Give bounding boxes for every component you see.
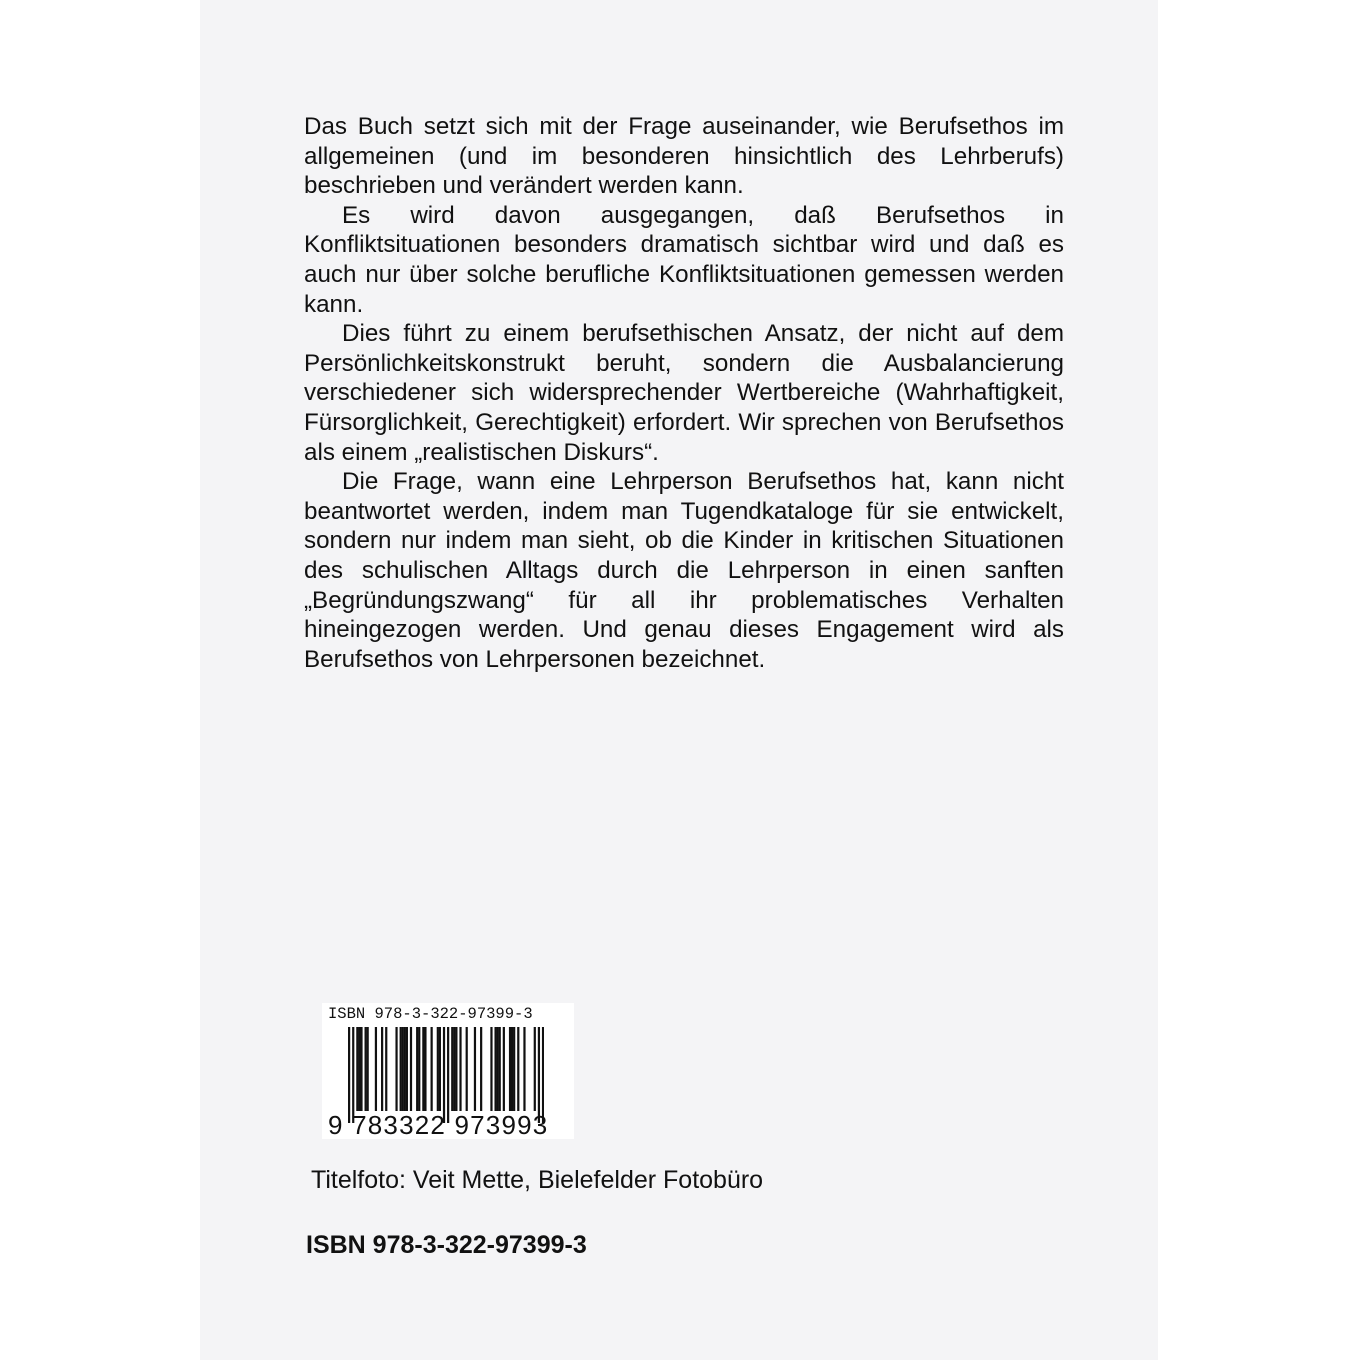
barcode-bar	[365, 1027, 367, 1111]
barcode-bar	[422, 1027, 424, 1111]
barcode-bar	[352, 1027, 354, 1123]
barcode-bar	[358, 1027, 360, 1111]
blurb-paragraph-1: Das Buch setzt sich mit der Frage auseinander, wie Berufsethos im allgemeinen (und im besonderen hinsichtlich des Lehrberufs) beschrieben und verändert werden kann.	[304, 113, 1064, 200]
barcode-bar	[542, 1027, 544, 1123]
blurb-paragraph-3: Dies führt zu einem berufsethischen Ansatz, der nicht auf dem Persönlichkeitskonstrukt beruht, sondern die Ausbalancierung verschiedener sich widersprechender Wertbereiche (Wahrhaftigkeit, Fürsorglichkeit, Gerechtigkeit) erfordert. Wir sprechen von Berufsethos als einem „realistischen Diskurs“.	[304, 320, 1064, 466]
barcode-bar	[459, 1027, 461, 1111]
blurb-text	[304, 112, 1064, 674]
barcode-bar	[431, 1027, 433, 1111]
barcode-bar	[494, 1027, 496, 1111]
barcode-bar	[451, 1027, 453, 1111]
barcode-bar	[424, 1027, 426, 1111]
barcode-bar	[538, 1027, 540, 1123]
barcode-bar	[385, 1027, 387, 1111]
barcode-bar	[400, 1027, 402, 1111]
barcode-bar	[439, 1027, 441, 1111]
barcode-bar	[356, 1027, 358, 1111]
barcode-digits: 9 783322 973993	[328, 1110, 549, 1140]
barcode-bar	[418, 1027, 420, 1111]
barcode-bar	[410, 1027, 412, 1111]
barcode-bar	[453, 1027, 455, 1111]
barcode-bar	[455, 1027, 457, 1111]
barcode-bar	[509, 1027, 511, 1111]
barcode-bar	[447, 1027, 449, 1123]
barcode-bar	[406, 1027, 408, 1111]
barcode-bar	[404, 1027, 406, 1111]
barcode-bar	[497, 1027, 499, 1111]
barcode-bar	[480, 1027, 482, 1111]
barcode-bar	[416, 1027, 418, 1111]
barcode-bar	[466, 1027, 468, 1111]
barcode-isbn-text: ISBN 978-3-322-97399-3	[328, 1005, 533, 1023]
barcode-bar	[523, 1027, 525, 1111]
barcode-bar	[437, 1027, 439, 1111]
blurb-paragraph-2: Es wird davon ausgegangen, daß Berufsethos in Konfliktsituationen besonders dramatisch sichtbar wird und daß es auch nur über solche berufliche Konfliktsituationen gemessen werden kann.	[304, 201, 1064, 318]
photo-credit: Titelfoto: Veit Mette, Bielefelder Fotobüro	[311, 1166, 764, 1194]
barcode-bar	[474, 1027, 476, 1111]
barcode-bar	[503, 1027, 505, 1111]
barcode-bar	[402, 1027, 404, 1111]
barcode-bar	[513, 1027, 515, 1111]
isbn-number: ISBN 978-3-322-97399-3	[306, 1231, 587, 1259]
barcode-bar	[511, 1027, 513, 1111]
barcode-bars	[348, 1027, 544, 1123]
barcode-bar	[360, 1027, 362, 1111]
barcode-bar	[499, 1027, 501, 1111]
barcode-bar	[443, 1027, 445, 1123]
isbn-barcode	[322, 1003, 574, 1139]
barcode-bar	[367, 1027, 369, 1111]
barcode-bar	[395, 1027, 397, 1111]
barcode-bar	[490, 1027, 492, 1111]
barcode-bar	[348, 1027, 350, 1123]
barcode-bar	[381, 1027, 383, 1111]
barcode-bar	[534, 1027, 536, 1111]
blurb-paragraph-4: Die Frage, wann eine Lehrperson Berufsethos hat, kann nicht beantwortet werden, indem man Tugendkataloge für sie entwickelt, sondern nur indem man sieht, ob die Kinder in kritischen Situationen des schulischen Alltags durch die Lehrperson in einen sanften „Begründungszwang“ für all ihr problematisches Verhalten hineingezogen werden. Und genau dieses Engagement wird als Berufsethos von Lehrpersonen bezeichnet.	[304, 468, 1064, 673]
barcode-bar	[375, 1027, 377, 1111]
barcode-bar	[517, 1027, 519, 1111]
